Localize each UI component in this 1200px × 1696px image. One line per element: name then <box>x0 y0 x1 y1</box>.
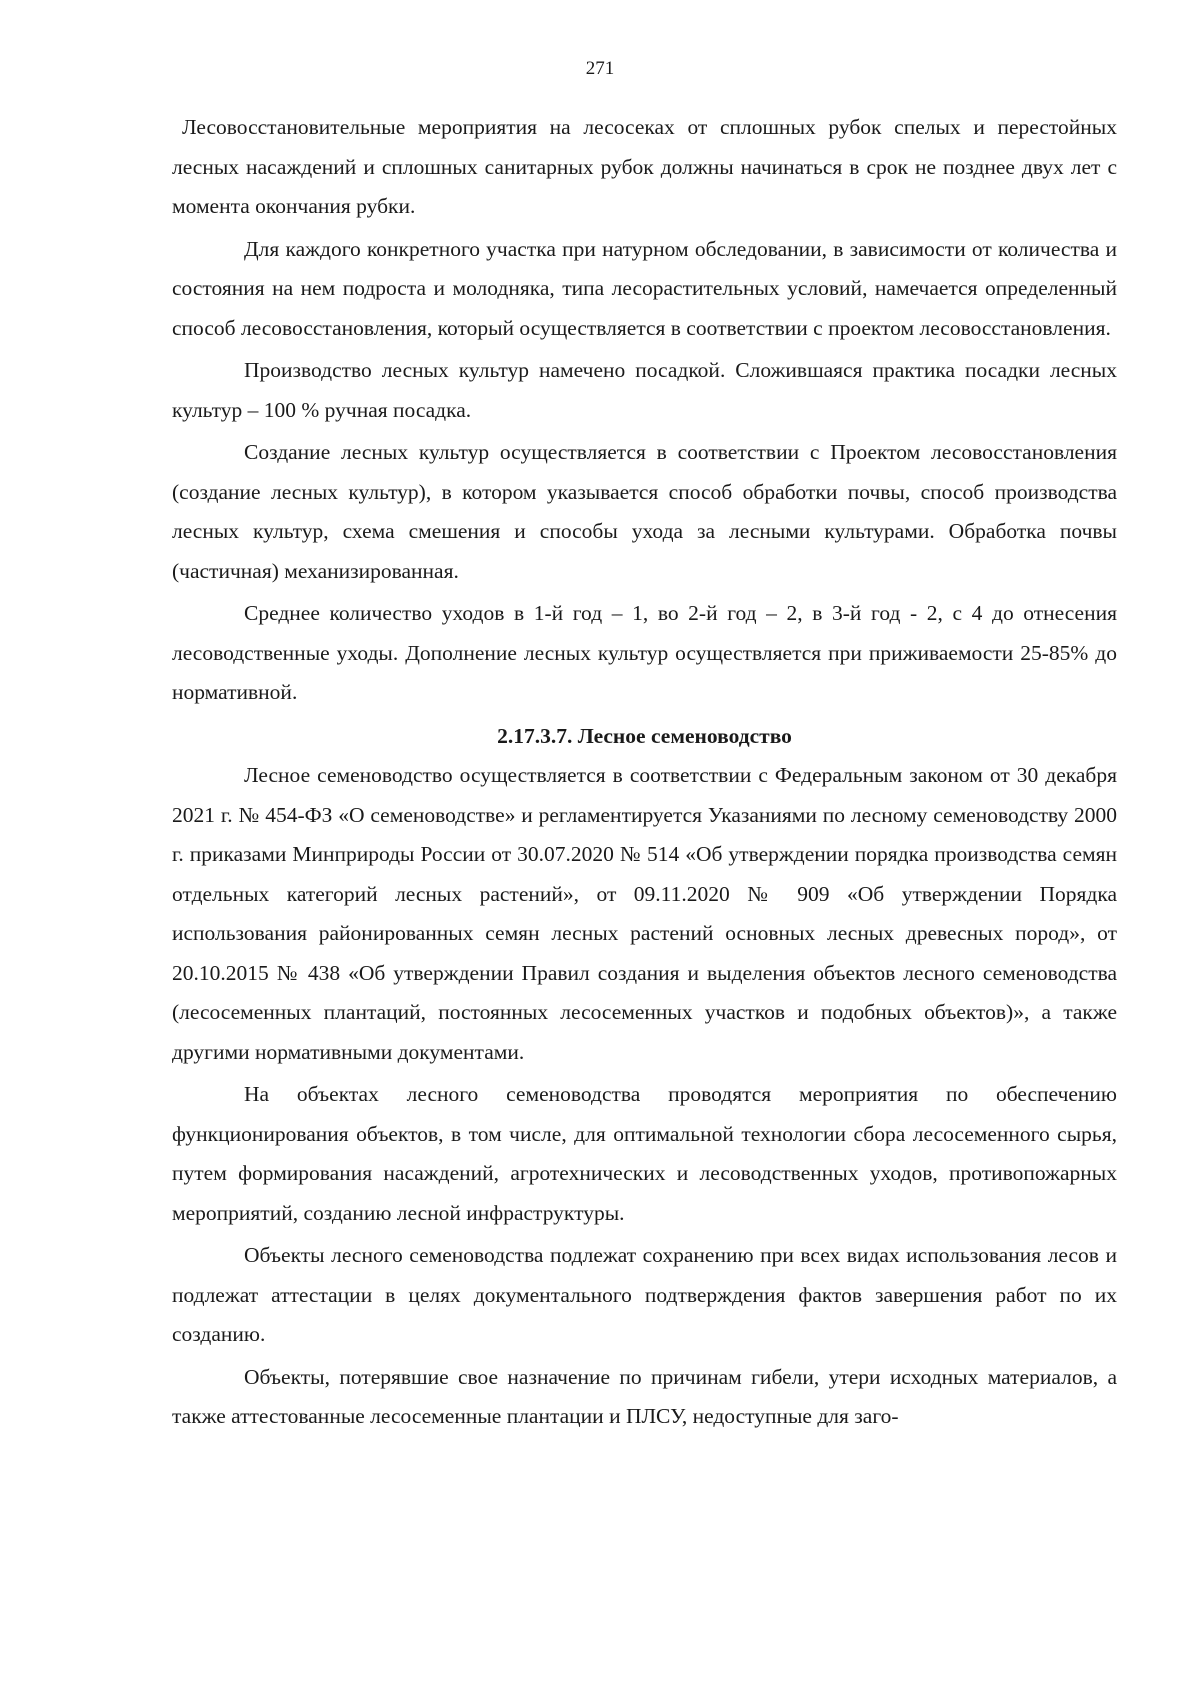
paragraph: Объекты, потерявшие свое назначение по причинам гибели, утери исходных материалов, а также аттестованные лесосеменные плантации и ПЛСУ, недоступные для заго- <box>172 1364 1117 1428</box>
paragraph: Лесное семеноводство осуществляется в соответствии с Федеральным законом от 30 декабря 2021 г. № 454-ФЗ «О семеноводстве» и регламентируется Указаниями по лесному семеноводству 2000 г. приказами Минприроды России от 30.07.2020 № 514 «Об утверждении порядка производства семян отдельных категорий лесных растений», от 09.11.2020 № 909 «Об утверждении Порядка использования районированных семян лесных растений основных лесных древесных пород», от 20.10.2015 № 438 «Об утверждении Правил создания и выделения объектов лесного семеноводства (лесосеменных плантаций, постоянных лесосеменных участков и подобных объектов)», а также другими нормативными документами. <box>172 763 1117 1064</box>
paragraph: Лесовосстановительные мероприятия на лесосеках от сплошных рубок спелых и перестойных лесных насаждений и сплошных санитарных рубок должны начинаться в срок не позднее двух лет с момента окончания рубки. <box>172 115 1117 218</box>
paragraph: Объекты лесного семеноводства подлежат сохранению при всех видах использования лесов и подлежат аттестации в целях документального подтверждения фактов завершения работ по их созданию. <box>172 1243 1117 1346</box>
paragraph: Создание лесных культур осуществляется в соответствии с Проектом лесовосстановления (создание лесных культур), в котором указывается способ обработки почвы, способ производства лесных культур, схема смешения и способы ухода за лесными культурами. Обработка почвы (частичная) механизированная. <box>172 440 1117 583</box>
paragraph: Производство лесных культур намечено посадкой. Сложившаяся практика посадки лесных культур – 100 % ручная посадка. <box>172 358 1117 422</box>
paragraph: На объектах лесного семеноводства проводятся мероприятия по обеспечению функционирования объектов, в том числе, для оптимальной технологии сбора лесосеменного сырья, путем формирования насаждений, агротехнических и лесоводственных уходов, противопожарных мероприятий, созданию лесной инфраструктуры. <box>172 1082 1117 1225</box>
section-heading: 2.17.3.7. Лесное семеноводство <box>497 723 792 748</box>
page-content <box>172 108 1117 1440</box>
page-number: 271 <box>585 58 615 79</box>
paragraph: Среднее количество уходов в 1-й год – 1, во 2-й год – 2, в 3-й год - 2, с 4 до отнесения лесоводственные уходы. Дополнение лесных культур осуществляется при приживаемости 25-85% до нормативной. <box>172 601 1117 704</box>
paragraph: Для каждого конкретного участка при натурном обследовании, в зависимости от количества и состояния на нем подроста и молодняка, типа лесорастительных условий, намечается определенный способ лесовосстановления, который осуществляется в соответствии с проектом лесовосстановления. <box>172 236 1117 340</box>
